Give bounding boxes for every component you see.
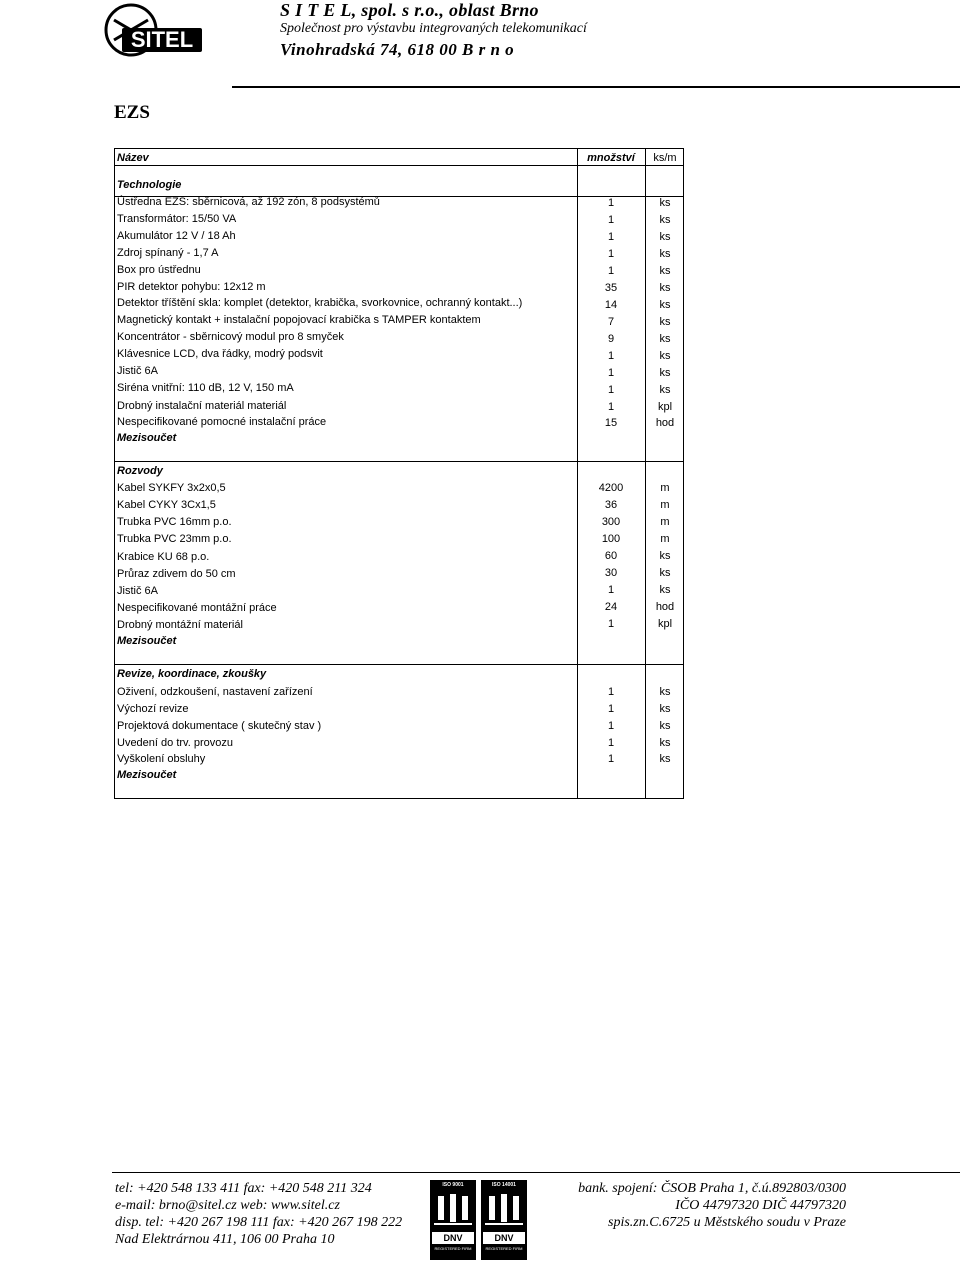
- document-title: EZS: [114, 102, 150, 123]
- section-divider: [115, 461, 683, 462]
- subtotal-label: Mezisoučet: [117, 432, 177, 444]
- logo-text: SITEL: [130, 27, 194, 52]
- column-header-unit: ks/m: [653, 152, 677, 164]
- column-divider: [645, 149, 646, 798]
- column-header-name: Název: [117, 152, 149, 164]
- company-address: Vinohradská 74, 618 00 B r n o: [280, 40, 515, 59]
- footer-ico: IČO 44797320 DIČ 44797320: [675, 1198, 846, 1213]
- footer-divider: [112, 1172, 960, 1173]
- company-tagline: Společnost pro výstavbu integrovaných telekomunikací: [280, 21, 587, 36]
- iso9001-certificate: ISO 9001 DNV REGISTERED FIRM: [430, 1180, 476, 1260]
- footer-contact: [115, 1180, 402, 1248]
- company-name: S I T E L, spol. s r.o., oblast Brno: [280, 0, 539, 20]
- footer-email: e-mail: brno@sitel.cz web: www.sitel.cz: [115, 1198, 340, 1213]
- footer-court: spis.zn.C.6725 u Městského soudu v Praze: [608, 1215, 846, 1230]
- footer-address: Nad Elektrárnou 411, 106 00 Praha 10: [115, 1232, 335, 1247]
- company-block: [280, 0, 587, 62]
- footer-registration: [578, 1180, 846, 1231]
- column-header-qty: množství: [587, 152, 635, 164]
- certificate-emblem-icon: [481, 1190, 527, 1230]
- items-table: Název množství ks/m Technologie Ústředna EZS: sběrnicová, až 192 zón, 8 podsystémů 1 ks Transformátor: 15/50 VA 1 ks Akumulátor 12 V / 18 Ah 1 ks Zdroj spínaný - 1,7 A 1 ks Box pro ústřednu 1 ks PIR detektor pohybu: 12x12 m 35 ks Detektor tříštění skla: komplet (detektor, krabička, svorkovnice, ochranný kontakt...) 14 ks Magnetický kontakt + instalační popojovací krabička s TAMPER kontaktem 7 ks Koncentrátor - sběrnicový modul pro 8 smyček 9 ks Klávesnice LCD, dva řádky, modrý podsvit 1 ks Jistič 6A 1 ks Siréna vnitřní: 110 dB, 12 V, 150 mA 1 ks Drobný instalační materiál materiál 1 kpl Nespecifikované pomocné instalační práce 15 hod Mezisoučet Rozvody Kabel SYKFY 3x2x0,5 4200 m Kabel CYKY 3Cx1,5 36 m Trubka PVC 16mm p.o. 300 m Trubka PVC 23mm p.o. 100 m Krabice KU 68 p.o. 60 ks Průraz zdivem do 50 cm 30 ks Jistič 6A 1 ks Nespecifikované montážní práce 24 hod Drobný montážní materiál 1 kpl Mezisoučet Revize, koordinace, zkoušky Oživení, odzkoušení, nastavení zařízení 1 ks Výchozí revize 1 ks Projektová dokumentace ( skutečný stav ) 1 ks Uvedení do trv. provozu 1 ks Vyškolení obsluhy 1 ks Mezisoučet: [114, 148, 684, 799]
- footer-phone: tel: +420 548 133 411 fax: +420 548 211 324: [115, 1181, 372, 1196]
- header-row-divider: [115, 165, 683, 166]
- sitel-logo: [104, 2, 204, 58]
- section-heading: Revize, koordinace, zkoušky: [117, 668, 267, 680]
- header-divider: [232, 86, 960, 88]
- section-heading: Rozvody: [117, 465, 163, 477]
- subtotal-label: Mezisoučet: [117, 769, 177, 781]
- subtotal-label: Mezisoučet: [117, 635, 177, 647]
- footer-bank: bank. spojení: ČSOB Praha 1, č.ú.892803/0300: [578, 1181, 846, 1196]
- iso14001-certificate: ISO 14001 DNV REGISTERED FIRM: [481, 1180, 527, 1260]
- section-heading: Technologie: [117, 179, 182, 191]
- section-divider: [115, 664, 683, 665]
- certificate-emblem-icon: [430, 1190, 476, 1230]
- footer-dispatch: disp. tel: +420 267 198 111 fax: +420 267 198 222: [115, 1215, 403, 1230]
